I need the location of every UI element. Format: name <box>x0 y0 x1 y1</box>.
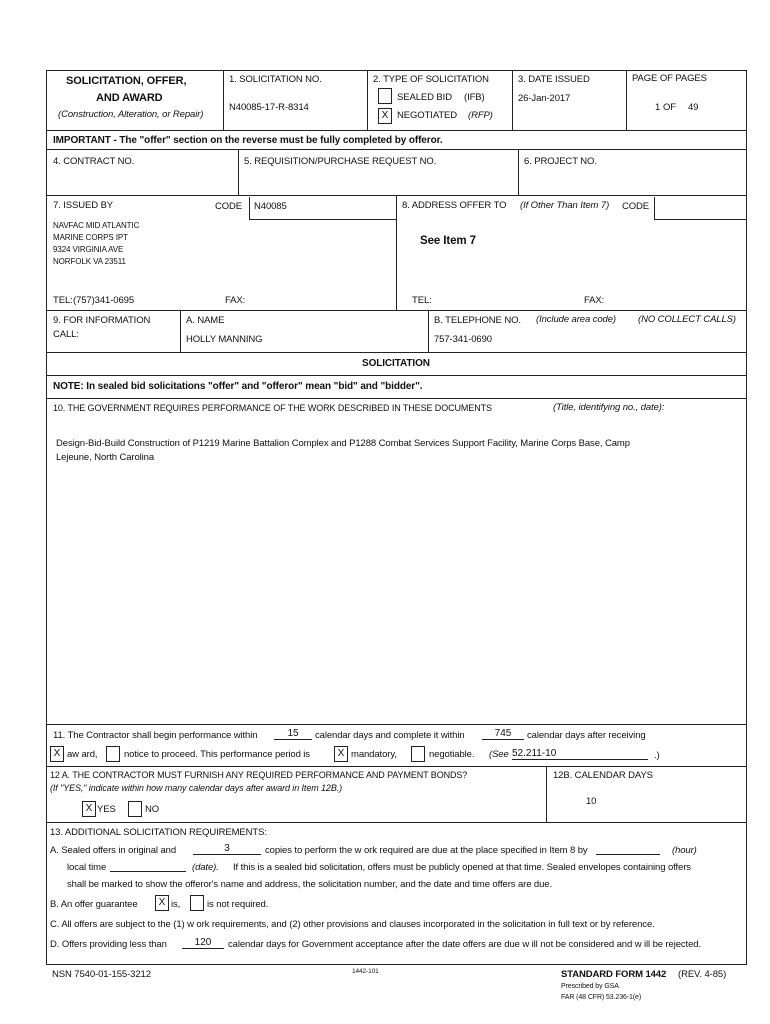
address-offer-label: 8. ADDRESS OFFER TO <box>402 200 507 211</box>
req-b-text: B. An offer guarantee <box>50 899 138 910</box>
divider <box>518 149 519 195</box>
sealed-bid-abbr: (IFB) <box>464 92 485 103</box>
divider <box>626 70 627 130</box>
sealed-bid-checkbox[interactable] <box>378 88 392 104</box>
req-a-date: (date). <box>192 862 219 873</box>
page-total: 49 <box>688 102 699 113</box>
solicitation-no-value: N40085-17-R-8314 <box>229 102 309 113</box>
performance-text-b: calendar days and complete it within <box>315 730 465 741</box>
issued-by-address-line: MARINE CORPS IPT <box>53 233 128 242</box>
page-of: OF <box>663 102 676 113</box>
work-description-line2: Lejeune, North Carolina <box>56 452 155 463</box>
divider <box>512 70 513 130</box>
form-code: 1442-101 <box>352 968 379 975</box>
info-name-value: HOLLY MANNING <box>186 334 263 345</box>
info-name-label: A. NAME <box>186 315 225 326</box>
mandatory-checkbox[interactable]: X <box>334 746 348 762</box>
divider <box>367 70 368 130</box>
negotiated-checkbox[interactable]: X <box>378 108 392 124</box>
issued-by-address-line: NORFOLK VA 23511 <box>53 257 126 266</box>
info-collect-note: (NO COLLECT CALLS) <box>638 314 736 325</box>
requisition-no-label: 5. REQUISITION/PURCHASE REQUEST NO. <box>244 156 437 167</box>
copies-field[interactable]: 3 <box>193 843 261 855</box>
calendar-days-label: 12B. CALENDAR DAYS <box>553 770 653 781</box>
bonds-no-checkbox[interactable] <box>128 801 142 817</box>
info-call-label: 9. FOR INFORMATION <box>53 315 151 326</box>
form-bottom-border <box>46 964 747 965</box>
page-current: 1 <box>655 102 661 113</box>
code-box-left <box>249 197 250 220</box>
bonds-note: (If "YES," indicate within how many calendar days after award in Item 12B.) <box>50 783 343 793</box>
issued-by-code-label: CODE <box>215 201 243 212</box>
code-box-bottom <box>249 219 396 220</box>
award-checkbox[interactable]: X <box>50 746 64 762</box>
standard-form-label: STANDARD FORM 1442 <box>561 969 667 980</box>
sealed-bid-note: NOTE: In sealed bid solicitations "offer" and "offeror" mean "bid" and "bidder". <box>53 381 423 392</box>
negotiated-label: NEGOTIATED <box>397 110 458 121</box>
divider <box>546 766 547 822</box>
info-phone-label: B. TELEPHONE NO. <box>434 315 521 326</box>
acceptance-days-field[interactable]: 120 <box>182 937 224 949</box>
address-offer-value: See Item 7 <box>420 235 476 247</box>
divider <box>46 130 747 131</box>
guarantee-is-checkbox[interactable]: X <box>155 895 169 911</box>
address-offer-qualifier: (If Other Than Item 7) <box>520 200 610 211</box>
form-revision: (REV. 4-85) <box>678 969 727 980</box>
issued-by-label: 7. ISSUED BY <box>53 200 114 211</box>
guarantee-is-label: is, <box>171 899 181 910</box>
calendar-days-value: 10 <box>586 796 597 807</box>
req-c-text: C. All offers are subject to the (1) w ork requirements, and (2) other provisions and clauses incorporated in the solicitation in full text or by reference. <box>50 919 655 930</box>
form-top-border <box>46 70 747 71</box>
date-field[interactable] <box>110 860 186 872</box>
form-title-line2: AND AWARD <box>96 92 163 104</box>
divider <box>46 822 747 823</box>
begin-days-field[interactable]: 15 <box>274 728 312 740</box>
info-call-label-2: CALL: <box>53 329 79 340</box>
req-a-text-4: shall be marked to show the offeror's name and address, the solicitation number, and the date and time offers are due. <box>67 879 553 890</box>
performance-text-c: calendar days after receiving <box>527 730 646 741</box>
issued-by-code: N40085 <box>254 201 287 212</box>
form-left-border <box>46 70 47 965</box>
sealed-bid-label: SEALED BID <box>397 92 452 103</box>
divider <box>238 149 239 195</box>
issued-by-tel: (757)341-0695 <box>73 295 135 306</box>
work-description-line1: Design-Bid-Build Construction of P1219 Marine Battalion Complex and P1288 Combat Services Support Facility, Marine Corps Base, Camp <box>56 438 630 449</box>
divider <box>46 766 747 767</box>
req-d-text-2: calendar days for Government acceptance after the date offers are due w ill not be considered and w ill be rejected. <box>228 939 702 950</box>
req-a-hour: (hour) <box>672 845 697 856</box>
project-no-label: 6. PROJECT NO. <box>524 156 597 167</box>
important-note: IMPORTANT - The "offer" section on the reverse must be fully completed by offeror. <box>53 135 443 146</box>
guarantee-not-checkbox[interactable] <box>190 895 204 911</box>
divider <box>46 398 747 399</box>
issued-by-fax-label: FAX: <box>225 295 246 306</box>
work-description-label: 10. THE GOVERNMENT REQUIRES PERFORMANCE OF THE WORK DESCRIBED IN THESE DOCUMENTS <box>53 403 492 413</box>
bonds-no-label: NO <box>145 804 160 815</box>
date-issued-value: 26-Jan-2017 <box>518 93 571 104</box>
address-offer-fax-label: FAX: <box>584 295 605 306</box>
award-label: aw ard, <box>67 749 98 760</box>
info-area-code-note: (Include area code) <box>536 314 616 325</box>
clause-close: .) <box>654 750 660 761</box>
divider <box>46 352 747 353</box>
negotiable-checkbox[interactable] <box>411 746 425 762</box>
divider <box>428 310 429 352</box>
code-box-bottom <box>654 219 747 220</box>
work-description-qualifier: (Title, identifying no., date): <box>553 402 665 413</box>
negotiated-abbr: (RFP) <box>468 110 493 121</box>
nsn-number: NSN 7540-01-155-3212 <box>52 969 151 980</box>
info-phone-value: 757-341-0690 <box>434 334 492 345</box>
negotiable-label: negotiable. <box>429 749 475 760</box>
form-subtitle: (Construction, Alteration, or Repair) <box>58 109 204 120</box>
divider <box>46 310 747 311</box>
bonds-label: 12 A. THE CONTRACTOR MUST FURNISH ANY REQUIRED PERFORMANCE AND PAYMENT BONDS? <box>50 770 468 780</box>
divider <box>46 724 747 725</box>
bonds-yes-label: YES <box>97 804 116 815</box>
req-a-local: local time <box>67 862 107 873</box>
additional-requirements-label: 13. ADDITIONAL SOLICITATION REQUIREMENTS: <box>50 827 267 838</box>
notice-label: notice to proceed. This performance period is <box>124 749 310 760</box>
clause-field[interactable]: 52.211-10 <box>512 748 648 760</box>
page-of-pages-label: PAGE OF PAGES <box>632 73 707 84</box>
divider <box>180 310 181 352</box>
see-label: (See <box>489 749 509 760</box>
issued-by-tel-label: TEL: <box>53 295 73 306</box>
bonds-yes-checkbox[interactable]: X <box>82 801 96 817</box>
form-title-line1: SOLICITATION, OFFER, <box>66 75 187 87</box>
performance-text-a: 11. The Contractor shall begin performance within <box>53 730 258 741</box>
issued-by-address-line: NAVFAC MID ATLANTIC <box>53 221 140 230</box>
mandatory-label: mandatory, <box>351 749 397 760</box>
guarantee-not-label: is not required. <box>207 899 269 910</box>
solicitation-type-label: 2. TYPE OF SOLICITATION <box>373 74 489 85</box>
far-reference: FAR (48 CFR) 53.236-1(e) <box>561 994 642 1001</box>
solicitation-heading: SOLICITATION <box>362 358 430 369</box>
notice-checkbox[interactable] <box>106 746 120 762</box>
req-a-text-1: A. Sealed offers in original and <box>50 845 177 856</box>
address-offer-tel-label: TEL: <box>412 295 432 306</box>
address-offer-code-label: CODE <box>622 201 650 212</box>
hour-field[interactable] <box>596 843 660 855</box>
code-box-left <box>654 197 655 220</box>
divider <box>46 149 747 150</box>
form-right-border <box>746 70 747 965</box>
req-a-text-3: If this is a sealed bid solicitation, offers must be publicly opened at that time. Sealed envelopes containing offers <box>233 862 691 873</box>
req-d-text-1: D. Offers providing less than <box>50 939 167 950</box>
prescribed-by: Prescribed by GSA <box>561 983 619 990</box>
divider <box>396 195 397 310</box>
req-a-text-2: copies to perform the w ork required are due at the place specified in Item 8 by <box>265 845 588 856</box>
complete-days-field[interactable]: 745 <box>482 728 524 740</box>
contract-no-label: 4. CONTRACT NO. <box>53 156 135 167</box>
divider <box>223 70 224 130</box>
solicitation-no-label: 1. SOLICITATION NO. <box>229 74 322 85</box>
issued-by-address-line: 9324 VIRGINIA AVE <box>53 245 124 254</box>
date-issued-label: 3. DATE ISSUED <box>518 74 590 85</box>
divider <box>46 375 747 376</box>
